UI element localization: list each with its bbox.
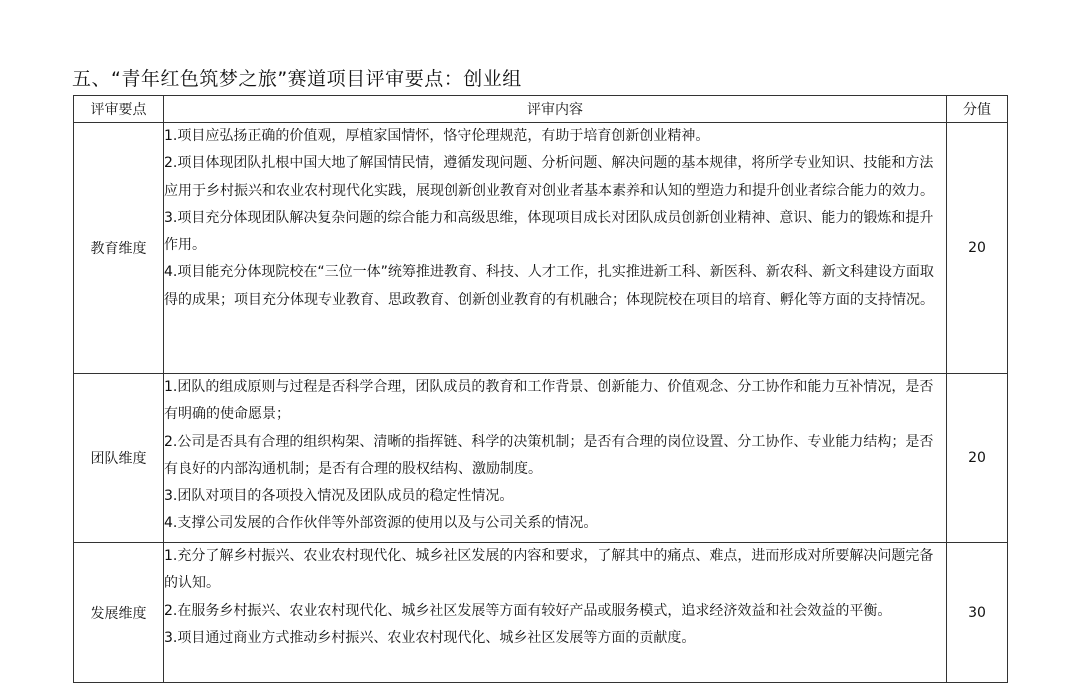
header-score: 分值 [947,96,1008,123]
list-item: 2.公司是否具有合理的组织构架、清晰的指挥链、科学的决策机制；是否有合理的岗位设置、分工协作、专业能力结构；是否有良好的内部沟通机制；是否有合理的股权结构、激励制度。 [164,433,934,477]
evaluation-table [73,95,1008,683]
table-row-team [74,374,1008,543]
content-cell [164,543,947,683]
list-item: 1.团队的组成原则与过程是否科学合理，团队成员的教育和工作背景、创新能力、价值观念、分工协作和能力互补情况，是否有明确的使命愿景； [164,379,934,423]
list-item: 4.项目能充分体现院校在“三位一体”统筹推进教育、科技、人才工作，扎实推进新工科、新医科、新农科、新文科建设方面取得的成果；项目充分体现专业教育、思政教育、创新创业教育的有机融合；体现院校在项目的培育、孵化等方面的支持情况。 [164,264,934,308]
dimension-cell: 教育维度 [74,123,164,374]
score-cell: 20 [947,123,1008,374]
dimension-cell: 发展维度 [74,543,164,683]
list-item: 1.充分了解乡村振兴、农业农村现代化、城乡社区发展的内容和要求，了解其中的痛点、难点，进而形成对所要解决问题完备的认知。 [164,548,934,592]
list-item: 4.支撑公司发展的合作伙伴等外部资源的使用以及与公司关系的情况。 [164,515,598,532]
section-title: 五、“青年红色筑梦之旅”赛道项目评审要点：创业组 [72,68,522,90]
table-row-development [74,543,1008,683]
table-row-education [74,123,1008,374]
list-item: 1.项目应弘扬正确的价值观，厚植家国情怀，恪守伦理规范，有助于培育创新创业精神。 [164,128,710,144]
list-item: 2.在服务乡村振兴、农业农村现代化、城乡社区发展等方面有较好产品或服务模式，追求经济效益和社会效益的平衡。 [164,602,892,619]
list-item: 2.项目体现团队扎根中国大地了解国情民情，遵循发现问题、分析问题、解决问题的基本规律，将所学专业知识、技能和方法应用于乡村振兴和农业农村现代化实践，展现创新创业教育对创业者基本素养和认知的塑造力和提升创业者综合能力的效力。 [164,155,934,199]
list-item: 3.团队对项目的各项投入情况及团队成员的稳定性情况。 [164,488,514,505]
dimension-cell: 团队维度 [74,374,164,543]
table-header-row [74,96,1008,123]
header-criteria: 评审要点 [74,96,164,123]
content-cell [164,374,947,543]
header-content: 评审内容 [164,96,947,123]
content-cell [164,123,947,374]
score-cell: 20 [947,374,1008,543]
score-cell: 30 [947,543,1008,683]
list-item: 3.项目通过商业方式推动乡村振兴、农业农村现代化、城乡社区发展等方面的贡献度。 [164,629,696,646]
list-item: 3.项目充分体现团队解决复杂问题的综合能力和高级思维，体现项目成长对团队成员创新创业精神、意识、能力的锻炼和提升作用。 [164,209,934,254]
